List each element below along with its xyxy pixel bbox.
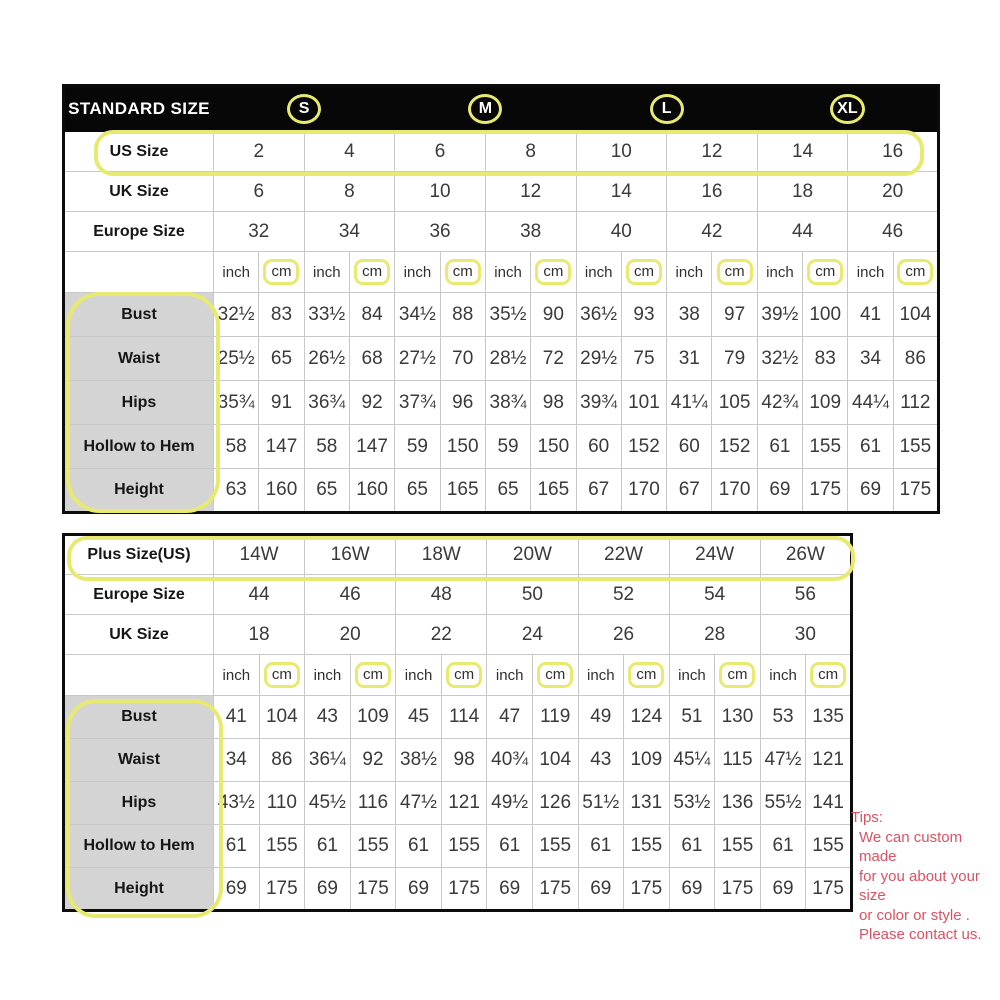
measure-value-cell: 75: [621, 337, 666, 381]
size-value-cell: 50: [487, 575, 578, 615]
measure-value-cell: 49½: [487, 782, 533, 825]
measure-value-cell: 155: [624, 825, 670, 868]
measure-value-cell: 147: [349, 425, 394, 469]
measure-value-cell: 35¾: [214, 381, 259, 425]
measure-value-cell: 69: [487, 868, 533, 911]
measure-value-cell: 98: [441, 739, 487, 782]
measure-value-cell: 69: [757, 469, 802, 513]
standard-size-title: STANDARD SIZE: [64, 86, 214, 132]
cm-highlight-box: cm: [897, 259, 933, 285]
measure-value-cell: 101: [621, 381, 666, 425]
measure-value-cell: 155: [441, 825, 487, 868]
size-value-cell: 56: [760, 575, 851, 615]
measure-value-cell: 100: [803, 293, 848, 337]
measure-value-cell: 109: [350, 696, 396, 739]
measure-value-cell: 49: [578, 696, 624, 739]
measure-value-cell: 126: [532, 782, 578, 825]
measure-value-cell: 86: [259, 739, 305, 782]
size-value-cell: 16W: [305, 535, 396, 575]
measure-value-cell: 67: [667, 469, 712, 513]
cm-highlight-box: cm: [535, 259, 571, 285]
tips-title: Tips:: [851, 809, 883, 826]
measure-value-cell: 59: [485, 425, 530, 469]
inch-unit-cell: inch: [578, 655, 624, 696]
inch-unit-cell: inch: [848, 252, 893, 293]
measure-value-cell: 61: [305, 825, 351, 868]
size-row: [64, 535, 852, 575]
inch-unit-cell: inch: [395, 252, 440, 293]
measure-value-cell: 34: [848, 337, 893, 381]
size-value-cell: 54: [669, 575, 760, 615]
size-value-cell: 16: [667, 172, 758, 212]
tips-line: We can custom made: [859, 828, 963, 865]
size-value-cell: 12: [485, 172, 576, 212]
measure-value-cell: 25½: [214, 337, 259, 381]
measure-value-cell: 112: [893, 381, 938, 425]
measure-value-cell: 53: [760, 696, 806, 739]
measure-value-cell: 130: [715, 696, 761, 739]
inch-unit-cell: inch: [485, 252, 530, 293]
measure-value-cell: 35½: [485, 293, 530, 337]
measure-value-cell: 152: [621, 425, 666, 469]
measure-value-cell: 38½: [396, 739, 442, 782]
measure-row: [64, 425, 939, 469]
inch-unit-cell: inch: [304, 252, 349, 293]
measure-value-cell: 43½: [214, 782, 260, 825]
measure-value-cell: 83: [259, 293, 304, 337]
measure-value-cell: 69: [848, 469, 893, 513]
size-value-cell: 6: [395, 132, 486, 172]
size-value-cell: 32: [214, 212, 305, 252]
size-value-cell: 14: [576, 172, 667, 212]
measure-value-cell: 92: [349, 381, 394, 425]
cm-unit-cell: [806, 655, 852, 696]
cm-highlight-box: cm: [719, 662, 755, 688]
size-row: [64, 132, 939, 172]
standard-size-table: [62, 84, 940, 514]
measure-value-cell: 69: [760, 868, 806, 911]
inch-unit-cell: inch: [214, 655, 260, 696]
measure-value-cell: 170: [712, 469, 757, 513]
size-value-cell: 20W: [487, 535, 578, 575]
unit-row: [64, 655, 852, 696]
measure-value-cell: 43: [578, 739, 624, 782]
row-label: Europe Size: [64, 575, 214, 615]
cm-unit-cell: [259, 655, 305, 696]
measure-value-cell: 61: [757, 425, 802, 469]
measure-value-cell: 58: [214, 425, 259, 469]
measure-value-cell: 121: [806, 739, 852, 782]
cm-unit-cell: [532, 655, 578, 696]
measure-value-cell: 61: [214, 825, 260, 868]
measure-value-cell: 175: [259, 868, 305, 911]
measure-value-cell: 47½: [760, 739, 806, 782]
cm-highlight-box: cm: [445, 259, 481, 285]
measure-value-cell: 147: [259, 425, 304, 469]
measure-value-cell: 41: [214, 696, 260, 739]
cm-highlight-box: cm: [717, 259, 753, 285]
unit-row: [64, 252, 939, 293]
measure-value-cell: 109: [803, 381, 848, 425]
measure-value-cell: 67: [576, 469, 621, 513]
size-value-cell: 44: [757, 212, 848, 252]
cm-unit-cell: [715, 655, 761, 696]
cm-highlight-box: cm: [264, 662, 300, 688]
measure-value-cell: 165: [440, 469, 485, 513]
cm-unit-cell: [712, 252, 757, 293]
size-value-cell: 10: [395, 172, 486, 212]
size-value-cell: 14W: [214, 535, 305, 575]
measure-value-cell: 61: [396, 825, 442, 868]
cm-highlight-box: cm: [355, 662, 391, 688]
measure-value-cell: 170: [621, 469, 666, 513]
measure-value-cell: 29½: [576, 337, 621, 381]
size-value-cell: 42: [667, 212, 758, 252]
tips-line: or color or style .: [859, 906, 970, 924]
measure-value-cell: 34: [214, 739, 260, 782]
size-value-cell: 24W: [669, 535, 760, 575]
measure-row-label: Height: [64, 868, 214, 911]
measure-value-cell: 92: [350, 739, 396, 782]
tips-line: Please contact us.: [859, 926, 982, 943]
measure-value-cell: 61: [848, 425, 893, 469]
size-value-cell: 18W: [396, 535, 487, 575]
measure-value-cell: 175: [532, 868, 578, 911]
measure-value-cell: 86: [893, 337, 938, 381]
measure-value-cell: 96: [440, 381, 485, 425]
measure-value-cell: 59: [395, 425, 440, 469]
measure-value-cell: 65: [395, 469, 440, 513]
size-value-cell: 26: [578, 615, 669, 655]
measure-row-label: Hips: [64, 782, 214, 825]
size-group-xl-cell: [757, 86, 938, 132]
measure-value-cell: 155: [350, 825, 396, 868]
measure-value-cell: 91: [259, 381, 304, 425]
cm-highlight-box: cm: [628, 662, 664, 688]
row-label: UK Size: [64, 172, 214, 212]
measure-value-cell: 61: [669, 825, 715, 868]
measure-value-cell: 155: [893, 425, 938, 469]
measure-value-cell: 61: [487, 825, 533, 868]
size-value-cell: 30: [760, 615, 851, 655]
measure-value-cell: 51: [669, 696, 715, 739]
measure-value-cell: 34½: [395, 293, 440, 337]
size-value-cell: 2: [214, 132, 305, 172]
size-value-cell: 40: [576, 212, 667, 252]
cm-unit-cell: [531, 252, 576, 293]
measure-value-cell: 60: [576, 425, 621, 469]
measure-value-cell: 83: [803, 337, 848, 381]
row-label: UK Size: [64, 615, 214, 655]
measure-value-cell: 69: [214, 868, 260, 911]
measure-value-cell: 155: [532, 825, 578, 868]
measure-row: [64, 825, 852, 868]
measure-value-cell: 79: [712, 337, 757, 381]
inch-unit-cell: inch: [669, 655, 715, 696]
standard-size-header: [64, 86, 939, 132]
size-value-cell: 14: [757, 132, 848, 172]
measure-value-cell: 58: [304, 425, 349, 469]
size-row: [64, 212, 939, 252]
size-value-cell: 38: [485, 212, 576, 252]
size-value-cell: 26W: [760, 535, 851, 575]
measure-value-cell: 53½: [669, 782, 715, 825]
measure-row-label: Hollow to Hem: [64, 425, 214, 469]
measure-value-cell: 97: [712, 293, 757, 337]
measure-value-cell: 84: [349, 293, 394, 337]
measure-value-cell: 175: [441, 868, 487, 911]
size-value-cell: 20: [848, 172, 939, 212]
row-label: Plus Size(US): [64, 535, 214, 575]
measure-row-label: Bust: [64, 696, 214, 739]
measure-value-cell: 27½: [395, 337, 440, 381]
measure-row: [64, 868, 852, 911]
measure-row-label: Hips: [64, 381, 214, 425]
size-value-cell: 48: [396, 575, 487, 615]
measure-value-cell: 41¼: [667, 381, 712, 425]
measure-value-cell: 42¾: [757, 381, 802, 425]
measure-value-cell: 136: [715, 782, 761, 825]
measure-row: [64, 696, 852, 739]
measure-value-cell: 69: [578, 868, 624, 911]
cm-unit-cell: [893, 252, 938, 293]
measure-value-cell: 47½: [396, 782, 442, 825]
measure-value-cell: 28½: [485, 337, 530, 381]
cm-unit-cell: [349, 252, 394, 293]
size-value-cell: 52: [578, 575, 669, 615]
inch-unit-cell: inch: [396, 655, 442, 696]
size-value-cell: 22W: [578, 535, 669, 575]
cm-highlight-box: cm: [446, 662, 482, 688]
size-value-cell: 34: [304, 212, 395, 252]
size-row: [64, 575, 852, 615]
tips-line: for you about your size: [859, 867, 980, 904]
size-value-cell: 24: [487, 615, 578, 655]
measure-row-label: Bust: [64, 293, 214, 337]
cm-highlight-box: cm: [810, 662, 846, 688]
measure-value-cell: 32½: [214, 293, 259, 337]
cm-unit-cell: [624, 655, 670, 696]
measure-value-cell: 155: [715, 825, 761, 868]
measure-value-cell: 119: [532, 696, 578, 739]
measure-row-label: Height: [64, 469, 214, 513]
measure-value-cell: 116: [350, 782, 396, 825]
size-group-xl-circled: XL: [830, 94, 864, 124]
measure-row: [64, 782, 852, 825]
cm-highlight-box: cm: [807, 259, 843, 285]
unit-row-empty-cell: [64, 252, 214, 293]
measure-value-cell: 160: [349, 469, 394, 513]
size-group-s-circled: S: [287, 94, 321, 124]
measure-value-cell: 36¼: [305, 739, 351, 782]
measure-value-cell: 155: [803, 425, 848, 469]
measure-value-cell: 150: [440, 425, 485, 469]
measure-value-cell: 155: [259, 825, 305, 868]
measure-value-cell: 115: [715, 739, 761, 782]
measure-value-cell: 90: [531, 293, 576, 337]
inch-unit-cell: inch: [214, 252, 259, 293]
size-value-cell: 44: [214, 575, 305, 615]
measure-value-cell: 69: [669, 868, 715, 911]
row-label: Europe Size: [64, 212, 214, 252]
measure-value-cell: 60: [667, 425, 712, 469]
measure-value-cell: 65: [304, 469, 349, 513]
measure-value-cell: 32½: [757, 337, 802, 381]
measure-value-cell: 43: [305, 696, 351, 739]
measure-value-cell: 124: [624, 696, 670, 739]
measure-value-cell: 109: [624, 739, 670, 782]
size-row: [64, 615, 852, 655]
size-group-m-circled: M: [468, 94, 502, 124]
measure-value-cell: 72: [531, 337, 576, 381]
measure-value-cell: 175: [803, 469, 848, 513]
measure-value-cell: 165: [531, 469, 576, 513]
measure-value-cell: 104: [259, 696, 305, 739]
size-group-m-cell: [395, 86, 576, 132]
tips-note: [851, 808, 1000, 945]
measure-value-cell: 104: [893, 293, 938, 337]
measure-value-cell: 141: [806, 782, 852, 825]
measure-value-cell: 61: [578, 825, 624, 868]
measure-value-cell: 39¾: [576, 381, 621, 425]
size-value-cell: 10: [576, 132, 667, 172]
measure-value-cell: 55½: [760, 782, 806, 825]
cm-highlight-box: cm: [263, 259, 299, 285]
measure-value-cell: 114: [441, 696, 487, 739]
measure-value-cell: 61: [760, 825, 806, 868]
measure-row: [64, 739, 852, 782]
measure-row: [64, 469, 939, 513]
measure-value-cell: 63: [214, 469, 259, 513]
row-label: US Size: [64, 132, 214, 172]
size-group-l-cell: [576, 86, 757, 132]
plus-size-table: [62, 533, 853, 912]
size-group-s-cell: [214, 86, 395, 132]
cm-unit-cell: [440, 252, 485, 293]
size-value-cell: 18: [757, 172, 848, 212]
measure-value-cell: 175: [893, 469, 938, 513]
cm-unit-cell: [441, 655, 487, 696]
measure-value-cell: 131: [624, 782, 670, 825]
measure-value-cell: 39½: [757, 293, 802, 337]
measure-value-cell: 26½: [304, 337, 349, 381]
measure-value-cell: 152: [712, 425, 757, 469]
measure-value-cell: 68: [349, 337, 394, 381]
measure-value-cell: 36¾: [304, 381, 349, 425]
measure-value-cell: 65: [485, 469, 530, 513]
measure-value-cell: 155: [806, 825, 852, 868]
measure-value-cell: 41: [848, 293, 893, 337]
cm-unit-cell: [259, 252, 304, 293]
size-value-cell: 20: [305, 615, 396, 655]
size-value-cell: 46: [848, 212, 939, 252]
size-value-cell: 6: [214, 172, 305, 212]
measure-row-label: Waist: [64, 337, 214, 381]
size-value-cell: 12: [667, 132, 758, 172]
measure-value-cell: 38: [667, 293, 712, 337]
inch-unit-cell: inch: [760, 655, 806, 696]
measure-value-cell: 44¼: [848, 381, 893, 425]
inch-unit-cell: inch: [757, 252, 802, 293]
measure-value-cell: 70: [440, 337, 485, 381]
measure-row-label: Waist: [64, 739, 214, 782]
measure-value-cell: 175: [715, 868, 761, 911]
measure-value-cell: 93: [621, 293, 666, 337]
measure-value-cell: 121: [441, 782, 487, 825]
measure-value-cell: 38¾: [485, 381, 530, 425]
measure-value-cell: 36½: [576, 293, 621, 337]
measure-value-cell: 88: [440, 293, 485, 337]
measure-value-cell: 110: [259, 782, 305, 825]
measure-row: [64, 293, 939, 337]
size-value-cell: 4: [304, 132, 395, 172]
measure-value-cell: 105: [712, 381, 757, 425]
inch-unit-cell: inch: [305, 655, 351, 696]
measure-value-cell: 135: [806, 696, 852, 739]
measure-value-cell: 45¼: [669, 739, 715, 782]
measure-value-cell: 47: [487, 696, 533, 739]
cm-unit-cell: [350, 655, 396, 696]
measure-value-cell: 65: [259, 337, 304, 381]
measure-value-cell: 69: [305, 868, 351, 911]
measure-value-cell: 175: [806, 868, 852, 911]
measure-value-cell: 37¾: [395, 381, 440, 425]
measure-value-cell: 150: [531, 425, 576, 469]
measure-value-cell: 175: [350, 868, 396, 911]
measure-value-cell: 98: [531, 381, 576, 425]
size-group-l-circled: L: [650, 94, 684, 124]
measure-row: [64, 337, 939, 381]
inch-unit-cell: inch: [487, 655, 533, 696]
measure-value-cell: 175: [624, 868, 670, 911]
size-value-cell: 16: [848, 132, 939, 172]
measure-value-cell: 51½: [578, 782, 624, 825]
unit-row-empty-cell: [64, 655, 214, 696]
inch-unit-cell: inch: [667, 252, 712, 293]
size-row: [64, 172, 939, 212]
inch-unit-cell: inch: [576, 252, 621, 293]
measure-row: [64, 381, 939, 425]
cm-highlight-box: cm: [354, 259, 390, 285]
measure-value-cell: 69: [396, 868, 442, 911]
measure-value-cell: 104: [532, 739, 578, 782]
cm-unit-cell: [803, 252, 848, 293]
measure-value-cell: 160: [259, 469, 304, 513]
size-value-cell: 8: [485, 132, 576, 172]
measure-value-cell: 31: [667, 337, 712, 381]
size-value-cell: 22: [396, 615, 487, 655]
size-value-cell: 18: [214, 615, 305, 655]
measure-value-cell: 45: [396, 696, 442, 739]
size-value-cell: 28: [669, 615, 760, 655]
measure-value-cell: 40¾: [487, 739, 533, 782]
measure-value-cell: 33½: [304, 293, 349, 337]
cm-highlight-box: cm: [537, 662, 573, 688]
cm-unit-cell: [621, 252, 666, 293]
measure-row-label: Hollow to Hem: [64, 825, 214, 868]
cm-highlight-box: cm: [626, 259, 662, 285]
size-value-cell: 46: [305, 575, 396, 615]
measure-value-cell: 45½: [305, 782, 351, 825]
size-value-cell: 8: [304, 172, 395, 212]
size-value-cell: 36: [395, 212, 486, 252]
